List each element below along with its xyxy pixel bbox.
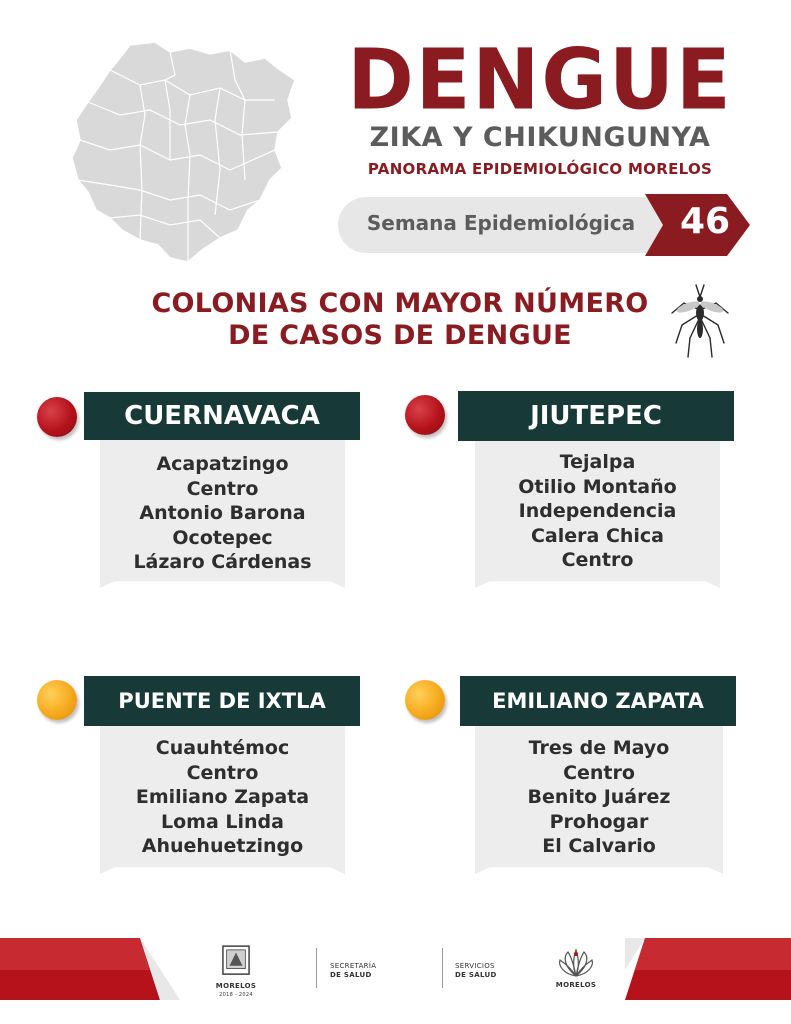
colonias-list [475,736,723,859]
panorama-subtitle: PANORAMA EPIDEMIOLÓGICO MORELOS [367,160,713,178]
mosquito-icon [670,283,730,358]
logo-morelos-flower-text: MORELOS [555,981,597,989]
municipality-header: CUERNAVACA [84,392,360,440]
list-item: Benito Juárez [527,786,671,808]
footer-divider [316,948,317,988]
list-item: Acapatzingo [156,453,289,475]
footer-divider [442,948,443,988]
risk-dot-red-icon [405,395,445,435]
morelos-flower-icon [556,948,596,978]
list-item: Calera Chica [530,524,665,547]
morelos-map-icon [70,40,300,265]
list-item: Centro [563,761,635,784]
municipality-header: JIUTEPEC [458,391,734,441]
colonias-list [100,736,345,859]
risk-dot-red-icon [37,397,77,437]
logo-servicios-text: SERVICIOS DE SALUD [455,962,497,979]
list-item: Centro [186,477,259,500]
risk-dot-amber-icon [37,680,77,720]
heading-line-2: DE CASOS DE DENGUE [228,320,572,351]
list-item: Tejalpa [559,451,636,473]
list-item: Independencia [518,500,677,522]
list-item: Antonio Barona [139,502,306,524]
heading-line-1: COLONIAS CON MAYOR NÚMERO [151,288,649,319]
list-item: Otilio Montaño [518,475,677,498]
list-item: Cuauhtémoc [155,737,290,759]
subtitle: ZIKA Y CHIKUNGUNYA [369,122,711,153]
list-item: Ocotepec [172,526,273,549]
section-heading [100,288,700,352]
footer-ribbon-left [0,930,180,1000]
list-item: Centro [561,549,634,571]
municipality-header: EMILIANO ZAPATA [460,676,736,726]
list-item: Emiliano Zapata [135,786,310,808]
main-title: DENGUE [347,30,733,129]
footer-ribbon-right [625,930,791,1000]
municipality-header: PUENTE DE IXTLA [84,676,360,726]
semana-label: Semana Epidemiológica [366,211,636,235]
list-item: Centro [186,761,259,784]
colonias-list [475,450,720,573]
colonias-list [100,452,345,575]
logo-morelos-text: MORELOS 2018 - 2024 [215,982,257,998]
list-item: Loma Linda [161,810,284,833]
logo-secretaria-text: SECRETARÍA DE SALUD [330,962,377,979]
morelos-shield-icon [222,945,250,979]
list-item: Lázaro Cárdenas [133,551,312,573]
list-item: Prohogar [549,810,649,833]
list-item: Ahuehuetzingo [141,835,304,857]
semana-number: 46 [679,201,731,242]
risk-dot-amber-icon [405,680,445,720]
list-item: El Calvario [542,835,656,857]
list-item: Tres de Mayo [528,737,670,759]
